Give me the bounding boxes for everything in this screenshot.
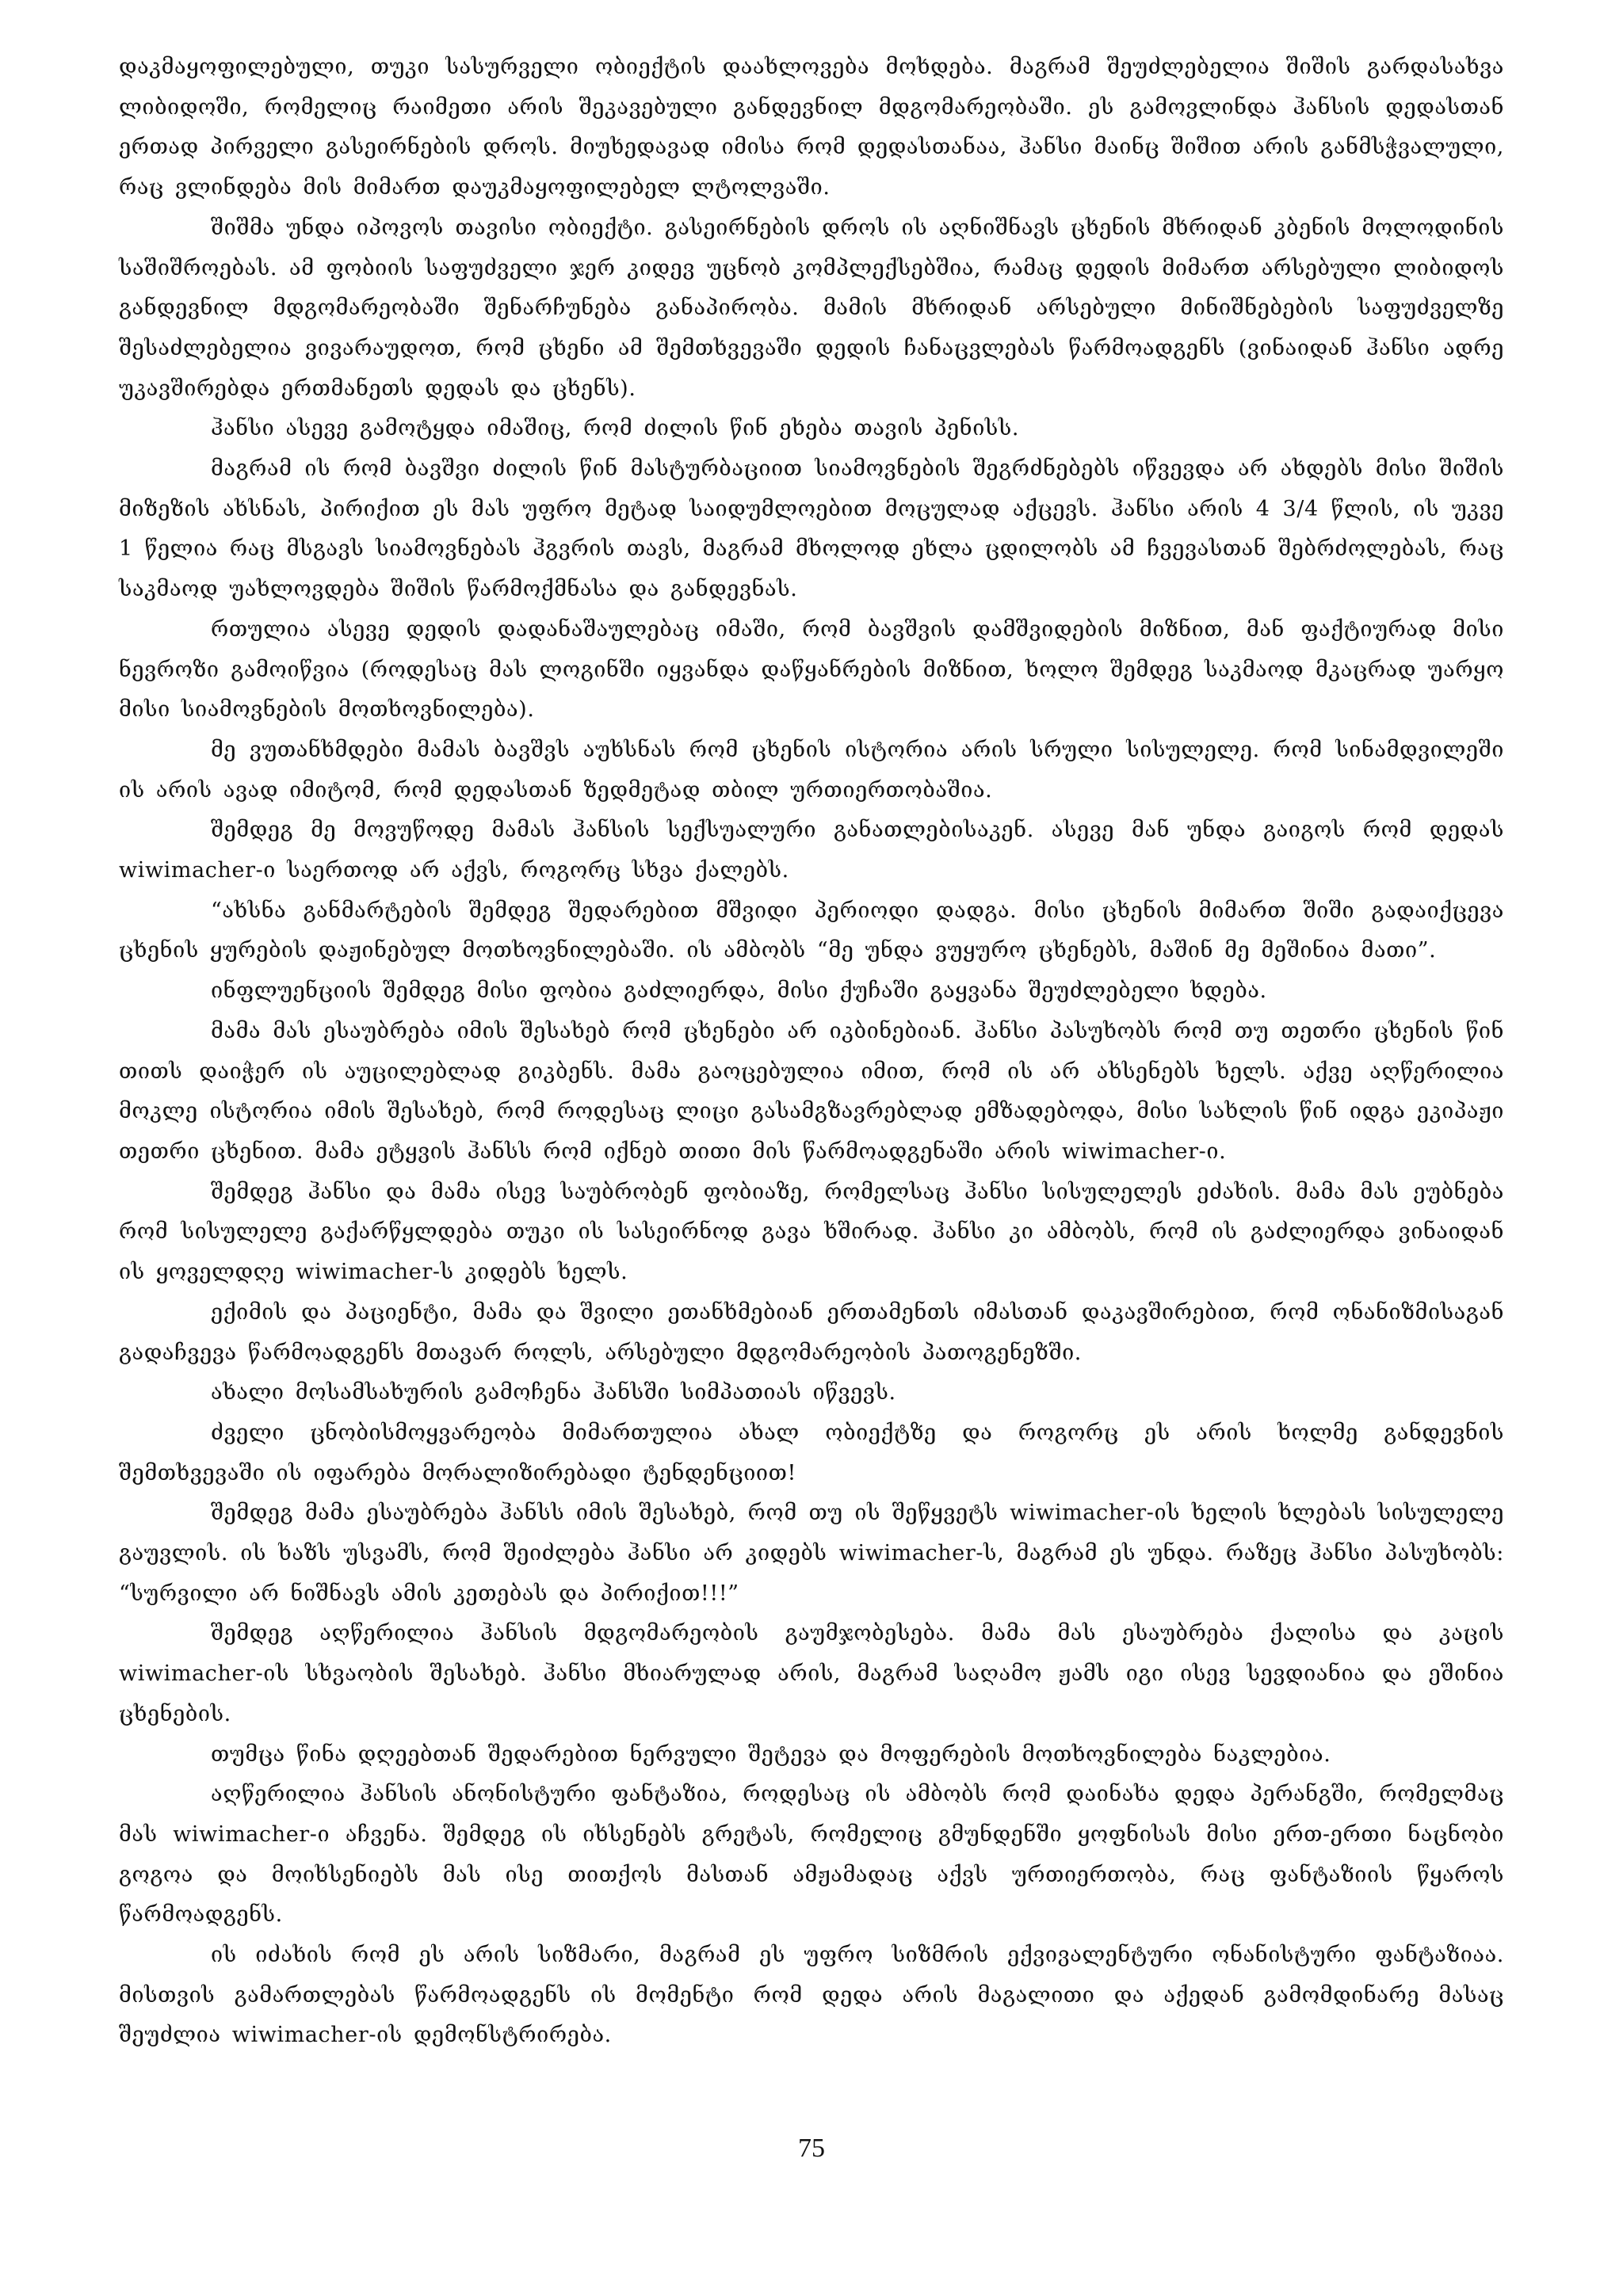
paragraph: აღწერილია ჰანსის ანონისტური ფანტაზია, როდესაც ის ამბობს რომ დაინახა დედა პერანგში, რომელმაც მას wiwimacher-ი აჩვენა. შემდეგ ის იხსენებს გრეტას, რომელიც გმუნდენში ყოფნისას მისი ერთ-ერთი ნაცნობი გოგოა და მოიხსენიებს მას ისე თითქოს მასთან ამჟამადაც აქვს ურთიერთობა, რაც ფანტაზიის წყაროს წარმოადგენს. [119, 1782, 1504, 1928]
paragraph: ინფლუენციის შემდეგ მისი ფობია გაძლიერდა, მისი ქუჩაში გაყვანა შეუძლებელი ხდება. [211, 978, 1267, 1004]
paragraph: ის იძახის რომ ეს არის სიზმარი, მაგრამ ეს უფრო სიზმრის ექვივალენტური ონანისტური ფანტაზიაა. მისთვის გამართლებას წარმოადგენს ის მომენტი რომ დედა არის მაგალითი და აქედან გამომდინარე მასაც შეუძლია wiwimacher-ის დემონსტრირება. [119, 1943, 1504, 2048]
paragraph: ძველი ცნობისმოყვარეობა მიმართულია ახალ ობიექტზე და როგორც ეს არის ხოლმე განდევნის შემთხვევაში ის იფარება მორალიზირებადი ტენდენციით! [119, 1420, 1504, 1486]
paragraph: მე ვუთანხმდები მამას ბავშვს აუხსნას რომ ცხენის ისტორია არის სრული სისულელე. რომ სინამდვილეში ის არის ავად იმიტომ, რომ დედასთან ზედმეტად თბილ ურთიერთობაშია. [119, 737, 1504, 803]
paragraph: ექიმის და პაციენტი, მამა და შვილი ეთანხმებიან ერთამენთს იმასთან დაკავშირებით, რომ ონანიზმისაგან გადაჩვევა წარმოადგენს მთავარ როლს, არსებული მდგომარეობის პათოგენეზში. [119, 1299, 1504, 1365]
paragraph: შემდეგ მე მოვუწოდე მამას ჰანსის სექსუალური განათლებისაკენ. ასევე მან უნდა გაიგოს რომ დედას wiwimacher-ი საერთოდ არ აქვს, როგორც სხვა ქალებს. [119, 818, 1504, 883]
paragraph: შიშმა უნდა იპოვოს თავისი ობიექტი. გასეირნების დროს ის აღნიშნავს ცხენის მხრიდან კბენის მოლოდინის საშიშროებას. ამ ფობიის საფუძველი ჯერ კიდევ უცნობ კომპლექსებშია, რამაც დედის მიმართ არსებული ლიბიდოს განდევნილ მდგომარეობაში შენარჩუნება განაპირობა. მამის მხრიდან არსებული მინიშნებების საფუძველზე შესაძლებელია ვივარაუდოთ, რომ ცხენი ამ შემთხვევაში დედის ჩანაცვლებას წარმოადგენს (ვინაიდან ჰანსი ადრე უკავშირებდა ერთმანეთს დედას და ცხენს). [119, 215, 1504, 401]
paragraph: რთულია ასევე დედის დადანაშაულებაც იმაში, რომ ბავშვის დამშვიდების მიზნით, მან ფაქტიურად მისი ნევროზი გამოიწვია (როდესაც მას ლოგინში იყვანდა დაწყანრების მიზნით, ხოლო შემდეგ საკმაოდ მკაცრად უარყო მისი სიამოვნების მოთხოვნილება). [119, 616, 1504, 723]
paragraph: ახალი მოსამსახურის გამოჩენა ჰანსში სიმპათიას იწვევს. [211, 1380, 896, 1405]
paragraph: “ახსნა განმარტების შემდეგ შედარებით მშვიდი პერიოდი დადგა. მისი ცხენის მიმართ შიში გადაიქცევა ცხენის ყურების დაჟინებულ მოთხოვნილებაში. ის ამბობს “მე უნდა ვუყურო ცხენებს, მაშინ მე მეშინია მათი”. [119, 898, 1504, 963]
paragraph: თუმცა წინა დღეებთან შედარებით ნერვული შეტევა და მოფერების მოთხოვნილება ნაკლებია. [211, 1741, 1331, 1767]
paragraph: შემდეგ მამა ესაუბრება ჰანსს იმის შესახებ, რომ თუ ის შეწყვეტს wiwimacher-ის ხელის ხლებას სისულელე გაუვლის. ის ხაზს უსვამს, რომ შეიძლება ჰანსი არ კიდებს wiwimacher-ს, მაგრამ ეს უნდა. რაზეც ჰანსი პასუხობს: “სურვილი არ ნიშნავს ამის კეთებას და პირიქით!!!” [119, 1501, 1504, 1606]
paragraph: ჰანსი ასევე გამოტყდა იმაშიც, რომ ძილის წინ ეხება თავის პენისს. [211, 416, 1020, 441]
paragraph: შემდეგ ჰანსი და მამა ისევ საუბრობენ ფობიაზე, რომელსაც ჰანსი სისულელეს ეძახის. მამა მას ეუბნება რომ სისულელე გაქარწყლდება თუკი ის სასეირნოდ გავა ხშირად. ჰანსი კი ამბობს, რომ ის გაძლიერდა ვინაიდან ის ყოველდღე wiwimacher-ს კიდებს ხელს. [119, 1179, 1504, 1285]
page-number: 75 [798, 2134, 825, 2163]
body-text [119, 48, 1504, 2056]
paragraph: მამა მას ესაუბრება იმის შესახებ რომ ცხენები არ იკბინებიან. ჰანსი პასუხობს რომ თუ თეთრი ცხენის წინ თითს დაიჭერ ის აუცილებლად გიკბენს. მამა გაოცებულია იმით, რომ ის არ ახსენებს ხელს. აქვე აღწერილია მოკლე ისტორია იმის შესახებ, რომ როდესაც ლიცი გასამგზავრებლად ემზადებოდა, მისი სახლის წინ იდგა ეკიპაჟი თეთრი ცხენით. მამა ეტყვის ჰანსს რომ იქნებ თითი მის წარმოადგენაში არის wiwimacher-ი. [119, 1018, 1504, 1164]
paragraph: შემდეგ აღწერილია ჰანსის მდგომარეობის გაუმჯობესება. მამა მას ესაუბრება ქალისა და კაცის wiwimacher-ის სხვაობის შესახებ. ჰანსი მხიარულად არის, მაგრამ საღამო ჟამს იგი ისევ სევდიანია და ეშინია ცხენების. [119, 1621, 1504, 1726]
paragraph: მაგრამ ის რომ ბავშვი ძილის წინ მასტურბაციით სიამოვნების შეგრძნებებს იწვევდა არ ახდებს მისი შიშის მიზეზის ახსნას, პირიქით ეს მას უფრო მეტად საიდუმლოებით მოცულად აქცევს. ჰანსი არის 4 3/4 წლის, ის უკვე 1 წელია რაც მსგავს სიამოვნებას ჰგვრის თავს, მაგრამ მხოლოდ ეხლა ცდილობს ამ ჩვევასთან შებრძოლებას, რაც საკმაოდ უახლოვდება შიშის წარმოქმნასა და განდევნას. [119, 456, 1504, 602]
paragraph: დაკმაყოფილებული, თუკი სასურველი ობიექტის დაახლოვება მოხდება. მაგრამ შეუძლებელია შიშის გარდასახვა ლიბიდოში, რომელიც რაიმეთი არის შეკავებული განდევნილ მდგომარეობაში. ეს გამოვლინდა ჰანსის დედასთან ერთად პირველი გასეირნების დროს. მიუხედავად იმისა რომ დედასთანაა, ჰანსი მაინც შიშით არის განმსჭვალული, რაც ვლინდება მის მიმართ დაუკმაყოფილებელ ლტოლვაში. [119, 55, 1504, 200]
